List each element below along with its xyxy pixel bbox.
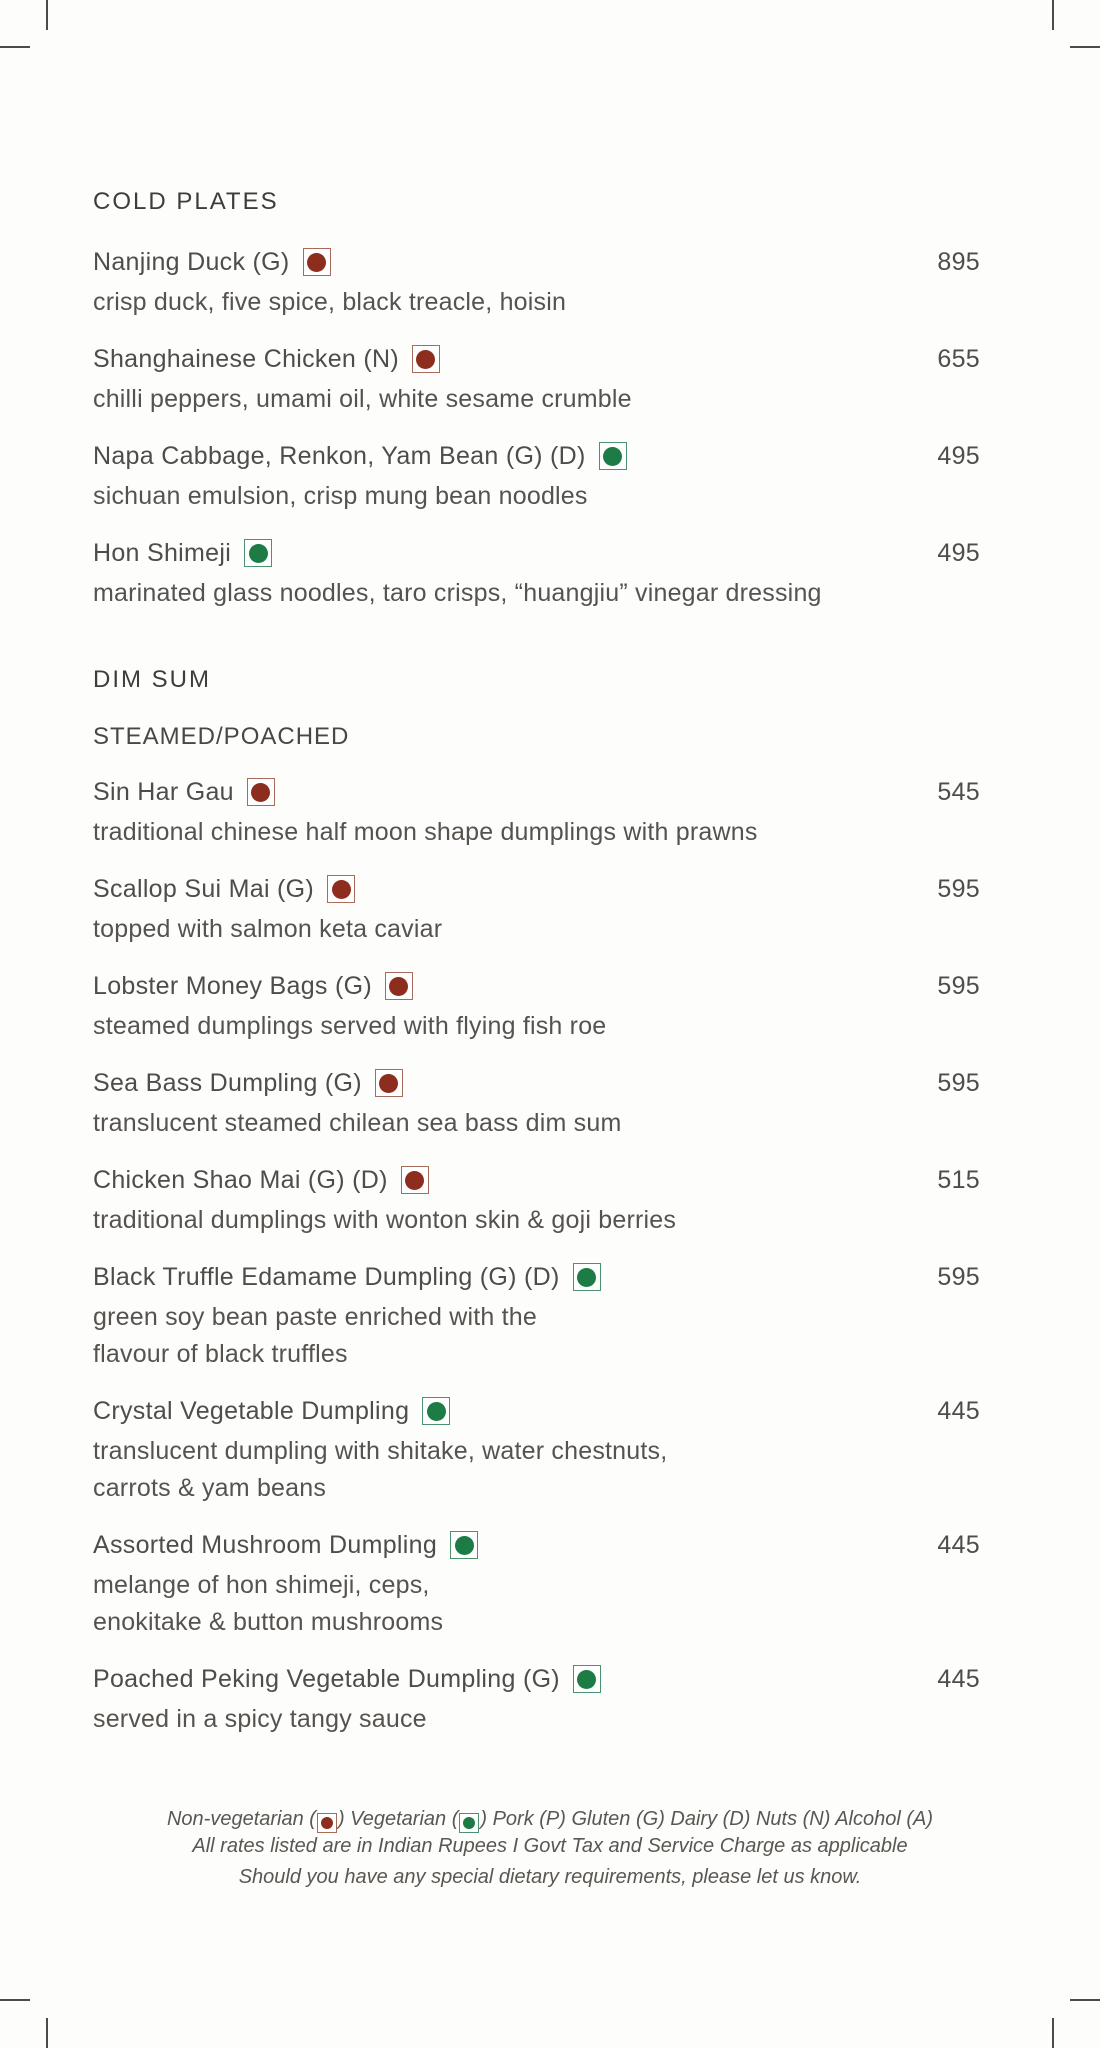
item-description-line: crisp duck, five spice, black treacle, hoisin (93, 288, 567, 316)
menu-item (93, 245, 980, 321)
crop-mark-icon (46, 2018, 48, 2048)
item-name: Scallop Sui Mai (G) (93, 875, 315, 903)
rates-line: All rates listed are in Indian Rupees I Govt Tax and Service Charge as applicable (192, 1835, 908, 1857)
nonveg-icon (375, 1069, 403, 1097)
diet-dot-icon (603, 447, 622, 466)
item-name: Hon Shimeji (93, 539, 232, 567)
menu-item (93, 1066, 980, 1142)
veg-icon (573, 1665, 601, 1693)
item-price: 895 (937, 248, 980, 276)
item-name: Sea Bass Dumpling (G) (93, 1069, 362, 1097)
item-description-line: topped with salmon keta caviar (93, 915, 443, 943)
nonveg-icon (247, 778, 275, 806)
item-description (93, 1008, 980, 1045)
nonveg-icon (327, 875, 355, 903)
item-description-line: steamed dumplings served with flying fish roe (93, 1012, 607, 1040)
item-name: Napa Cabbage, Renkon, Yam Bean (G) (D) (93, 442, 586, 470)
crop-mark-icon (1052, 2018, 1054, 2048)
item-description-line: marinated glass noodles, taro crisps, “huangjiu” vinegar dressing (93, 579, 822, 607)
item-description-line: translucent steamed chilean sea bass dim sum (93, 1109, 622, 1137)
item-name: Lobster Money Bags (G) (93, 972, 372, 1000)
diet-dot-icon (427, 1402, 446, 1421)
item-description (93, 911, 980, 948)
diet-dot-icon (389, 977, 408, 996)
diet-dot-icon (416, 350, 435, 369)
item-description-line: traditional chinese half moon shape dumplings with prawns (93, 818, 758, 846)
item-header (93, 245, 980, 279)
item-name: Poached Peking Vegetable Dumpling (G) (93, 1665, 560, 1693)
item-price: 595 (937, 875, 980, 903)
item-name: Crystal Vegetable Dumpling (93, 1397, 410, 1425)
item-description (93, 381, 980, 418)
menu-item (93, 872, 980, 948)
diet-dot-icon (455, 1536, 474, 1555)
item-description (93, 814, 980, 851)
veg-icon (450, 1531, 478, 1559)
item-header (93, 1662, 980, 1696)
veg-icon (244, 539, 272, 567)
item-description (93, 1202, 980, 1239)
diet-dot-icon (251, 783, 270, 802)
crop-mark-icon (0, 1999, 30, 2001)
menu-item (93, 969, 980, 1045)
item-description (93, 284, 980, 321)
item-header (93, 1394, 980, 1428)
item-header (93, 1260, 980, 1294)
diet-dot-icon (577, 1670, 596, 1689)
item-description-line: flavour of black truffles (93, 1340, 348, 1368)
nonveg-icon (401, 1166, 429, 1194)
section-items (93, 775, 980, 1738)
menu-body (93, 188, 980, 1759)
diet-dot-icon (405, 1171, 424, 1190)
crop-mark-icon (1070, 1999, 1100, 2001)
section-title: COLD PLATES (93, 188, 279, 215)
item-price: 495 (937, 539, 980, 567)
crop-mark-icon (1070, 46, 1100, 48)
section-title: DIM SUM (93, 666, 211, 693)
item-price: 545 (937, 778, 980, 806)
item-name: Chicken Shao Mai (G) (D) (93, 1166, 388, 1194)
item-description-line: translucent dumpling with shitake, water chestnuts, (93, 1437, 668, 1465)
menu-section (93, 188, 980, 612)
item-name: Nanjing Duck (G) (93, 248, 290, 276)
nonveg-icon (317, 1813, 337, 1833)
item-price: 495 (937, 442, 980, 470)
item-description (93, 478, 980, 515)
veg-icon (422, 1397, 450, 1425)
item-header (93, 775, 980, 809)
dietary-line: Should you have any special dietary requirements, please let us know. (238, 1866, 862, 1888)
menu-item (93, 439, 980, 515)
item-description (93, 575, 980, 612)
menu-item (93, 536, 980, 612)
item-header (93, 969, 980, 1003)
menu-footer (0, 1806, 1100, 1891)
menu-item (93, 775, 980, 851)
item-description (93, 1299, 980, 1373)
item-description-line: green soy bean paste enriched with the (93, 1303, 538, 1331)
item-description-line: served in a spicy tangy sauce (93, 1705, 427, 1733)
crop-mark-icon (0, 46, 30, 48)
item-name: Assorted Mushroom Dumpling (93, 1531, 438, 1559)
item-name: Black Truffle Edamame Dumpling (G) (D) (93, 1263, 560, 1291)
veg-dot-icon (463, 1817, 475, 1829)
item-header (93, 342, 980, 376)
item-price: 595 (937, 972, 980, 1000)
diet-dot-icon (577, 1268, 596, 1287)
menu-item (93, 1528, 980, 1641)
item-name: Sin Har Gau (93, 778, 234, 806)
nonveg-dot-icon (321, 1817, 333, 1829)
item-header (93, 1528, 980, 1562)
menu-item (93, 1394, 980, 1507)
item-header (93, 872, 980, 906)
item-name: Shanghainese Chicken (N) (93, 345, 399, 373)
item-header (93, 439, 980, 473)
veg-icon (573, 1263, 601, 1291)
item-description (93, 1105, 980, 1142)
item-description-line: sichuan emulsion, crisp mung bean noodles (93, 482, 588, 510)
nonveg-icon (412, 345, 440, 373)
menu-item (93, 1163, 980, 1239)
item-header (93, 536, 980, 570)
item-description-line: enokitake & button mushrooms (93, 1608, 444, 1636)
diet-dot-icon (249, 544, 268, 563)
item-description (93, 1433, 980, 1507)
legend-allergen-labels: ) Pork (P) Gluten (G) Dairy (D) Nuts (N) Alcohol (A) (480, 1808, 934, 1830)
menu-section (93, 666, 980, 1738)
section-items (93, 245, 980, 612)
veg-icon (459, 1813, 479, 1833)
menu-item (93, 342, 980, 418)
item-price: 445 (937, 1531, 980, 1559)
item-header (93, 1163, 980, 1197)
item-description-line: traditional dumplings with wonton skin & goji berries (93, 1206, 677, 1234)
item-description (93, 1567, 980, 1641)
item-price: 515 (937, 1166, 980, 1194)
item-price: 445 (937, 1397, 980, 1425)
item-description-line: chilli peppers, umami oil, white sesame crumble (93, 385, 632, 413)
legend-nonveg-label: Non-vegetarian ( (166, 1808, 316, 1830)
nonveg-icon (303, 248, 331, 276)
item-description-line: melange of hon shimeji, ceps, (93, 1571, 430, 1599)
item-description-line: carrots & yam beans (93, 1474, 327, 1502)
legend-line (0, 1806, 1100, 1833)
diet-dot-icon (332, 880, 351, 899)
nonveg-icon (385, 972, 413, 1000)
legend-veg-label: ) Vegetarian ( (337, 1808, 459, 1830)
item-price: 655 (937, 345, 980, 373)
crop-mark-icon (46, 0, 48, 30)
item-description (93, 1701, 980, 1738)
section-subtitle: STEAMED/POACHED (93, 723, 350, 750)
crop-mark-icon (1052, 0, 1054, 30)
item-header (93, 1066, 980, 1100)
item-price: 595 (937, 1263, 980, 1291)
item-price: 595 (937, 1069, 980, 1097)
diet-dot-icon (307, 253, 326, 272)
item-price: 445 (937, 1665, 980, 1693)
veg-icon (599, 442, 627, 470)
menu-item (93, 1260, 980, 1373)
menu-item (93, 1662, 980, 1738)
diet-dot-icon (379, 1074, 398, 1093)
